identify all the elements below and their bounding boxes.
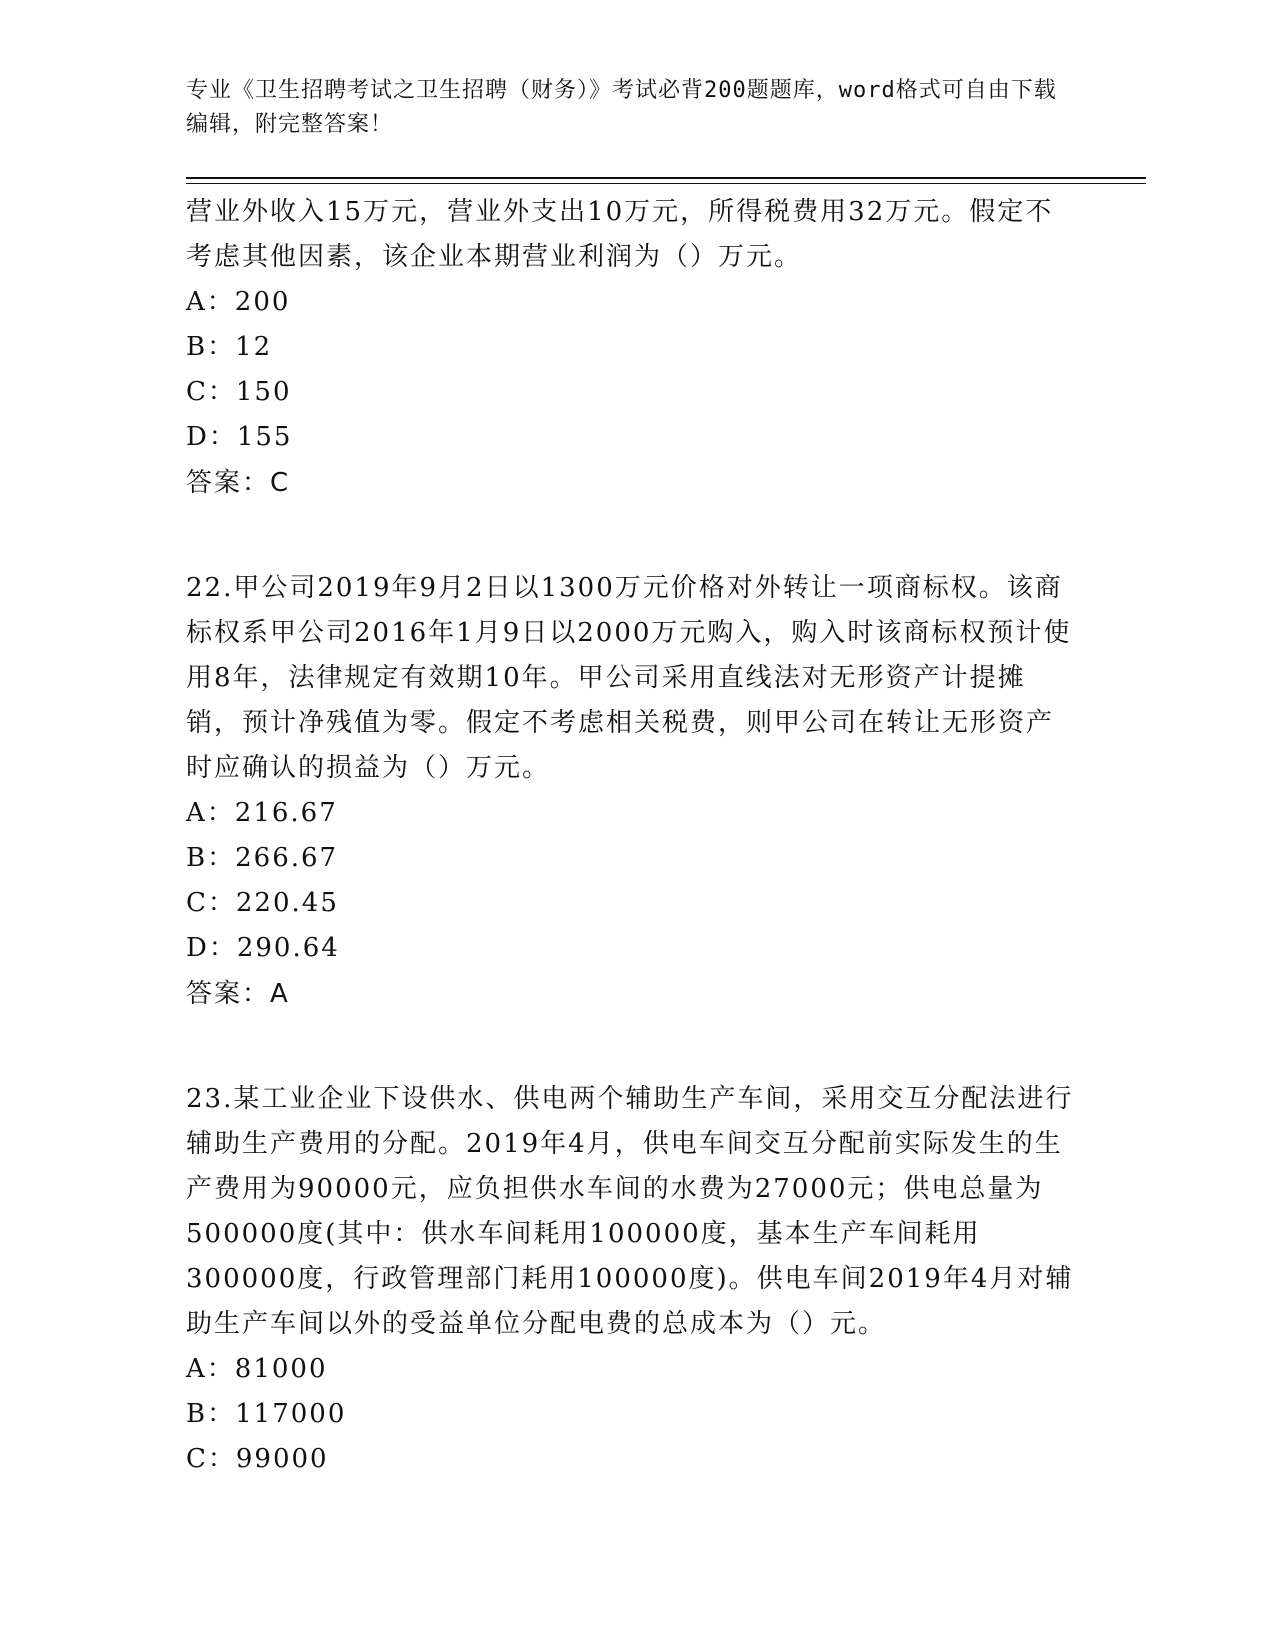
option-c: C：220.45 xyxy=(186,888,339,918)
header-divider-thick xyxy=(186,177,1146,179)
question-spacer xyxy=(186,1017,1076,1077)
option-b: B：266.67 xyxy=(186,843,339,873)
option-a: A：216.67 xyxy=(186,798,338,828)
header-divider-thin xyxy=(186,183,1146,184)
option-b: B：117000 xyxy=(186,1399,347,1429)
option-a: A：200 xyxy=(186,287,291,317)
question-block xyxy=(186,566,1076,1017)
question-block xyxy=(186,190,1076,506)
option-d: D：290.64 xyxy=(186,933,340,963)
document-header xyxy=(186,74,1066,142)
question-list xyxy=(186,190,1076,1482)
option-b: B：12 xyxy=(186,332,273,362)
question-spacer xyxy=(186,506,1076,566)
option-c: C：150 xyxy=(186,377,292,407)
header-title: 专业《卫生招聘考试之卫生招聘（财务）》考试必背200题题库，word格式可自由下载编辑，附完整答案！ xyxy=(186,78,1057,137)
option-d: D：155 xyxy=(186,422,293,452)
question-stem: 22.甲公司2019年9月2日以1300万元价格对外转让一项商标权。该商标权系甲公司2016年1月9日以2000万元购入，购入时该商标权预计使用8年，法律规定有效期10年。甲公司采用直线法对无形资产计提摊销，预计净残值为零。假定不考虑相关税费，则甲公司在转让无形资产时应确认的损益为（）万元。 xyxy=(186,573,1072,783)
option-c: C：99000 xyxy=(186,1444,329,1474)
answer-line: 答案：A xyxy=(186,979,290,1009)
option-a: A：81000 xyxy=(186,1354,328,1384)
answer-line: 答案：C xyxy=(186,468,291,498)
question-stem: 23.某工业企业下设供水、供电两个辅助生产车间，采用交互分配法进行辅助生产费用的分配。2019年4月，供电车间交互分配前实际发生的生产费用为90000元，应负担供水车间的水费为27000元；供电总量为500000度(其中：供水车间耗用100000度，基本生产车间耗用300000度，行政管理部门耗用100000度)。供电车间2019年4月对辅助生产车间以外的受益单位分配电费的总成本为（）元。 xyxy=(186,1084,1074,1339)
question-block xyxy=(186,1077,1076,1482)
question-stem: 营业外收入15万元，营业外支出10万元，所得税费用32万元。假定不考虑其他因素，该企业本期营业利润为（）万元。 xyxy=(186,197,1054,272)
